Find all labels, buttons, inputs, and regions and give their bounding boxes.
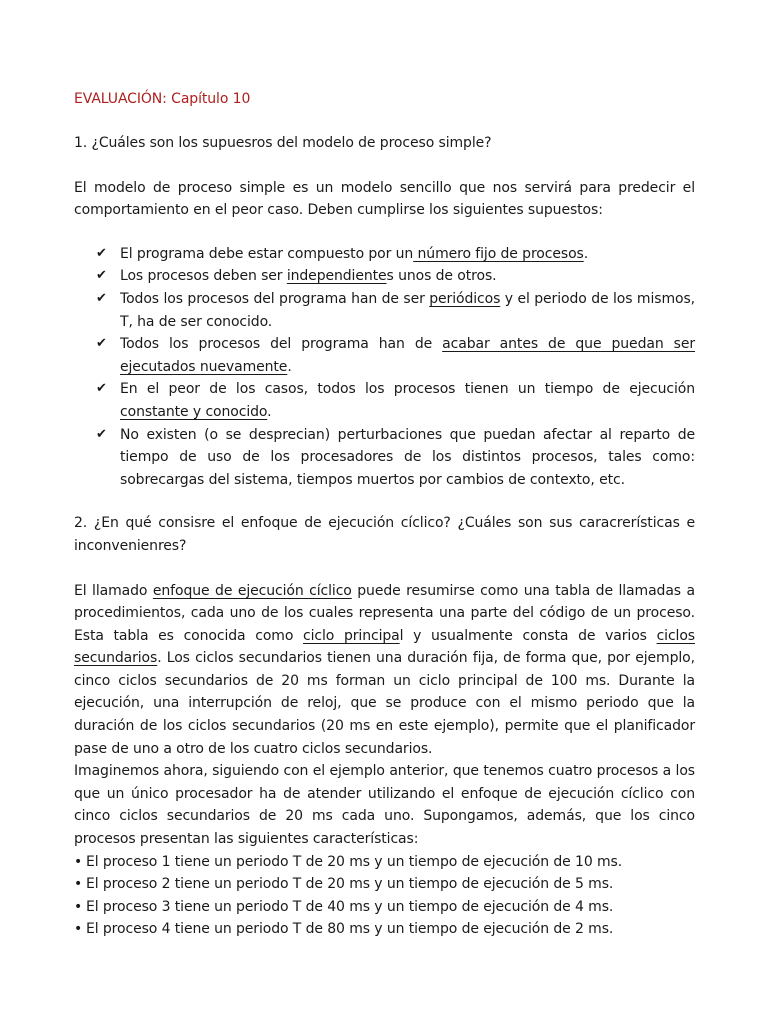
question-1: 1. ¿Cuáles son los supuesros del modelo de proceso simple? (74, 135, 492, 151)
question-2: 2. ¿En qué consisre el enfoque de ejecución cíclico? ¿Cuáles son sus caracrerísticas e inconvenienres? (74, 515, 695, 554)
item-underline: independiente (286, 268, 387, 285)
check-icon: ✔ (96, 381, 107, 397)
item-underline: número fijo de procesos (413, 245, 584, 262)
check-icon: ✔ (96, 290, 107, 306)
process-list (74, 851, 695, 941)
bullet-icon: • (74, 853, 83, 870)
para-underline: ciclos secundarios (74, 627, 695, 667)
list-item (96, 243, 695, 266)
list-item (96, 288, 695, 333)
question-1-intro: El modelo de proceso simple es un modelo sencillo que nos servirá para predecir el comportamiento en el peor caso. Deben cumplirse los siguientes supuestos: (74, 179, 695, 219)
item-underline: acabar antes de que puedan ser ejecutados nuevamente (120, 336, 695, 375)
list-item (74, 851, 695, 874)
bullet-text: El proceso 3 tiene un periodo T de 40 ms y un tiempo de ejecución de 4 ms. (86, 898, 614, 915)
list-item (74, 918, 695, 941)
bullet-text: El proceso 4 tiene un periodo T de 80 ms y un tiempo de ejecución de 2 ms. (86, 921, 614, 938)
item-text: No existen (o se desprecian) perturbaciones que puedan afectar al reparto de tiempo de uso de los procesadores de los distintos procesos, tales como: sobrecargas del sistema, tiempos muertos por cambios de contexto, etc. (120, 426, 695, 488)
check-icon: ✔ (96, 268, 107, 284)
para-text: puede resumirse como una tabla de llamadas a procedimientos, cada uno de los cuales representa una parte del código de un proceso. Esta tabla es conocida como (74, 582, 695, 644)
list-item (74, 873, 695, 896)
item-text: y el periodo de los mismos, T, ha de ser conocido. (120, 290, 695, 330)
document-title: EVALUACIÓN: Capítulo 10 (74, 91, 251, 107)
item-text: s unos de otros. (386, 268, 497, 285)
item-text: . (583, 245, 589, 262)
check-icon: ✔ (96, 336, 107, 352)
check-icon: ✔ (96, 245, 107, 261)
para-underline: ciclo principa (303, 627, 400, 644)
item-underline: periódicos (429, 290, 501, 307)
item-text: Todos los procesos del programa han de (120, 336, 443, 353)
assumptions-list (74, 243, 695, 492)
item-text: . (267, 403, 272, 420)
para-underline: enfoque de ejecución cíclico (152, 582, 352, 599)
document-page (74, 88, 695, 941)
list-item (74, 896, 695, 919)
list-item (96, 333, 695, 378)
para-text: l y usualmente consta de varios (399, 627, 657, 644)
list-item (96, 378, 695, 423)
check-icon: ✔ (96, 426, 107, 442)
spacer (74, 222, 695, 243)
bullet-icon: • (74, 921, 83, 938)
item-underline: constante y conocido (120, 403, 268, 420)
item-text: Todos los procesos del programa han de ser (120, 290, 430, 307)
item-text: . (287, 358, 292, 375)
bullet-text: El proceso 1 tiene un periodo T de 20 ms y un tiempo de ejecución de 10 ms. (86, 853, 623, 870)
list-item (96, 424, 695, 492)
para-text: . Los ciclos secundarios tienen una duración fija, de forma que, por ejemplo, cinco ciclos secundarios de 20 ms forman un ciclo principal de 100 ms. Durante la ejecución, una interrupción de reloj, que se produce con el mismo periodo que la duración de los ciclos secundarios (20 ms en este ejemplo), permite que el planificador pase de uno a otro de los cuatro ciclos secundarios. (74, 650, 695, 757)
spacer (74, 491, 695, 512)
para-text: El llamado (74, 582, 153, 599)
item-text: El programa debe estar compuesto por un (120, 245, 414, 262)
list-item (96, 265, 695, 288)
item-text: En el peor de los casos, todos los procesos tienen un tiempo de ejecución (120, 381, 695, 398)
bullet-text: El proceso 2 tiene un periodo T de 20 ms y un tiempo de ejecución de 5 ms. (86, 876, 614, 893)
item-text: Los procesos deben ser (120, 268, 287, 285)
bullet-icon: • (74, 898, 83, 915)
bullet-icon: • (74, 876, 83, 893)
question-2-paragraph-1 (74, 580, 695, 761)
question-2-paragraph-2: Imaginemos ahora, siguiendo con el ejemplo anterior, que tenemos cuatro procesos a los que un único procesador ha de atender utilizando el enfoque de ejecución cíclico con cinco ciclos secundarios de 20 ms cada uno. Supongamos, además, que los cinco procesos presentan las siguientes características: (74, 763, 695, 848)
